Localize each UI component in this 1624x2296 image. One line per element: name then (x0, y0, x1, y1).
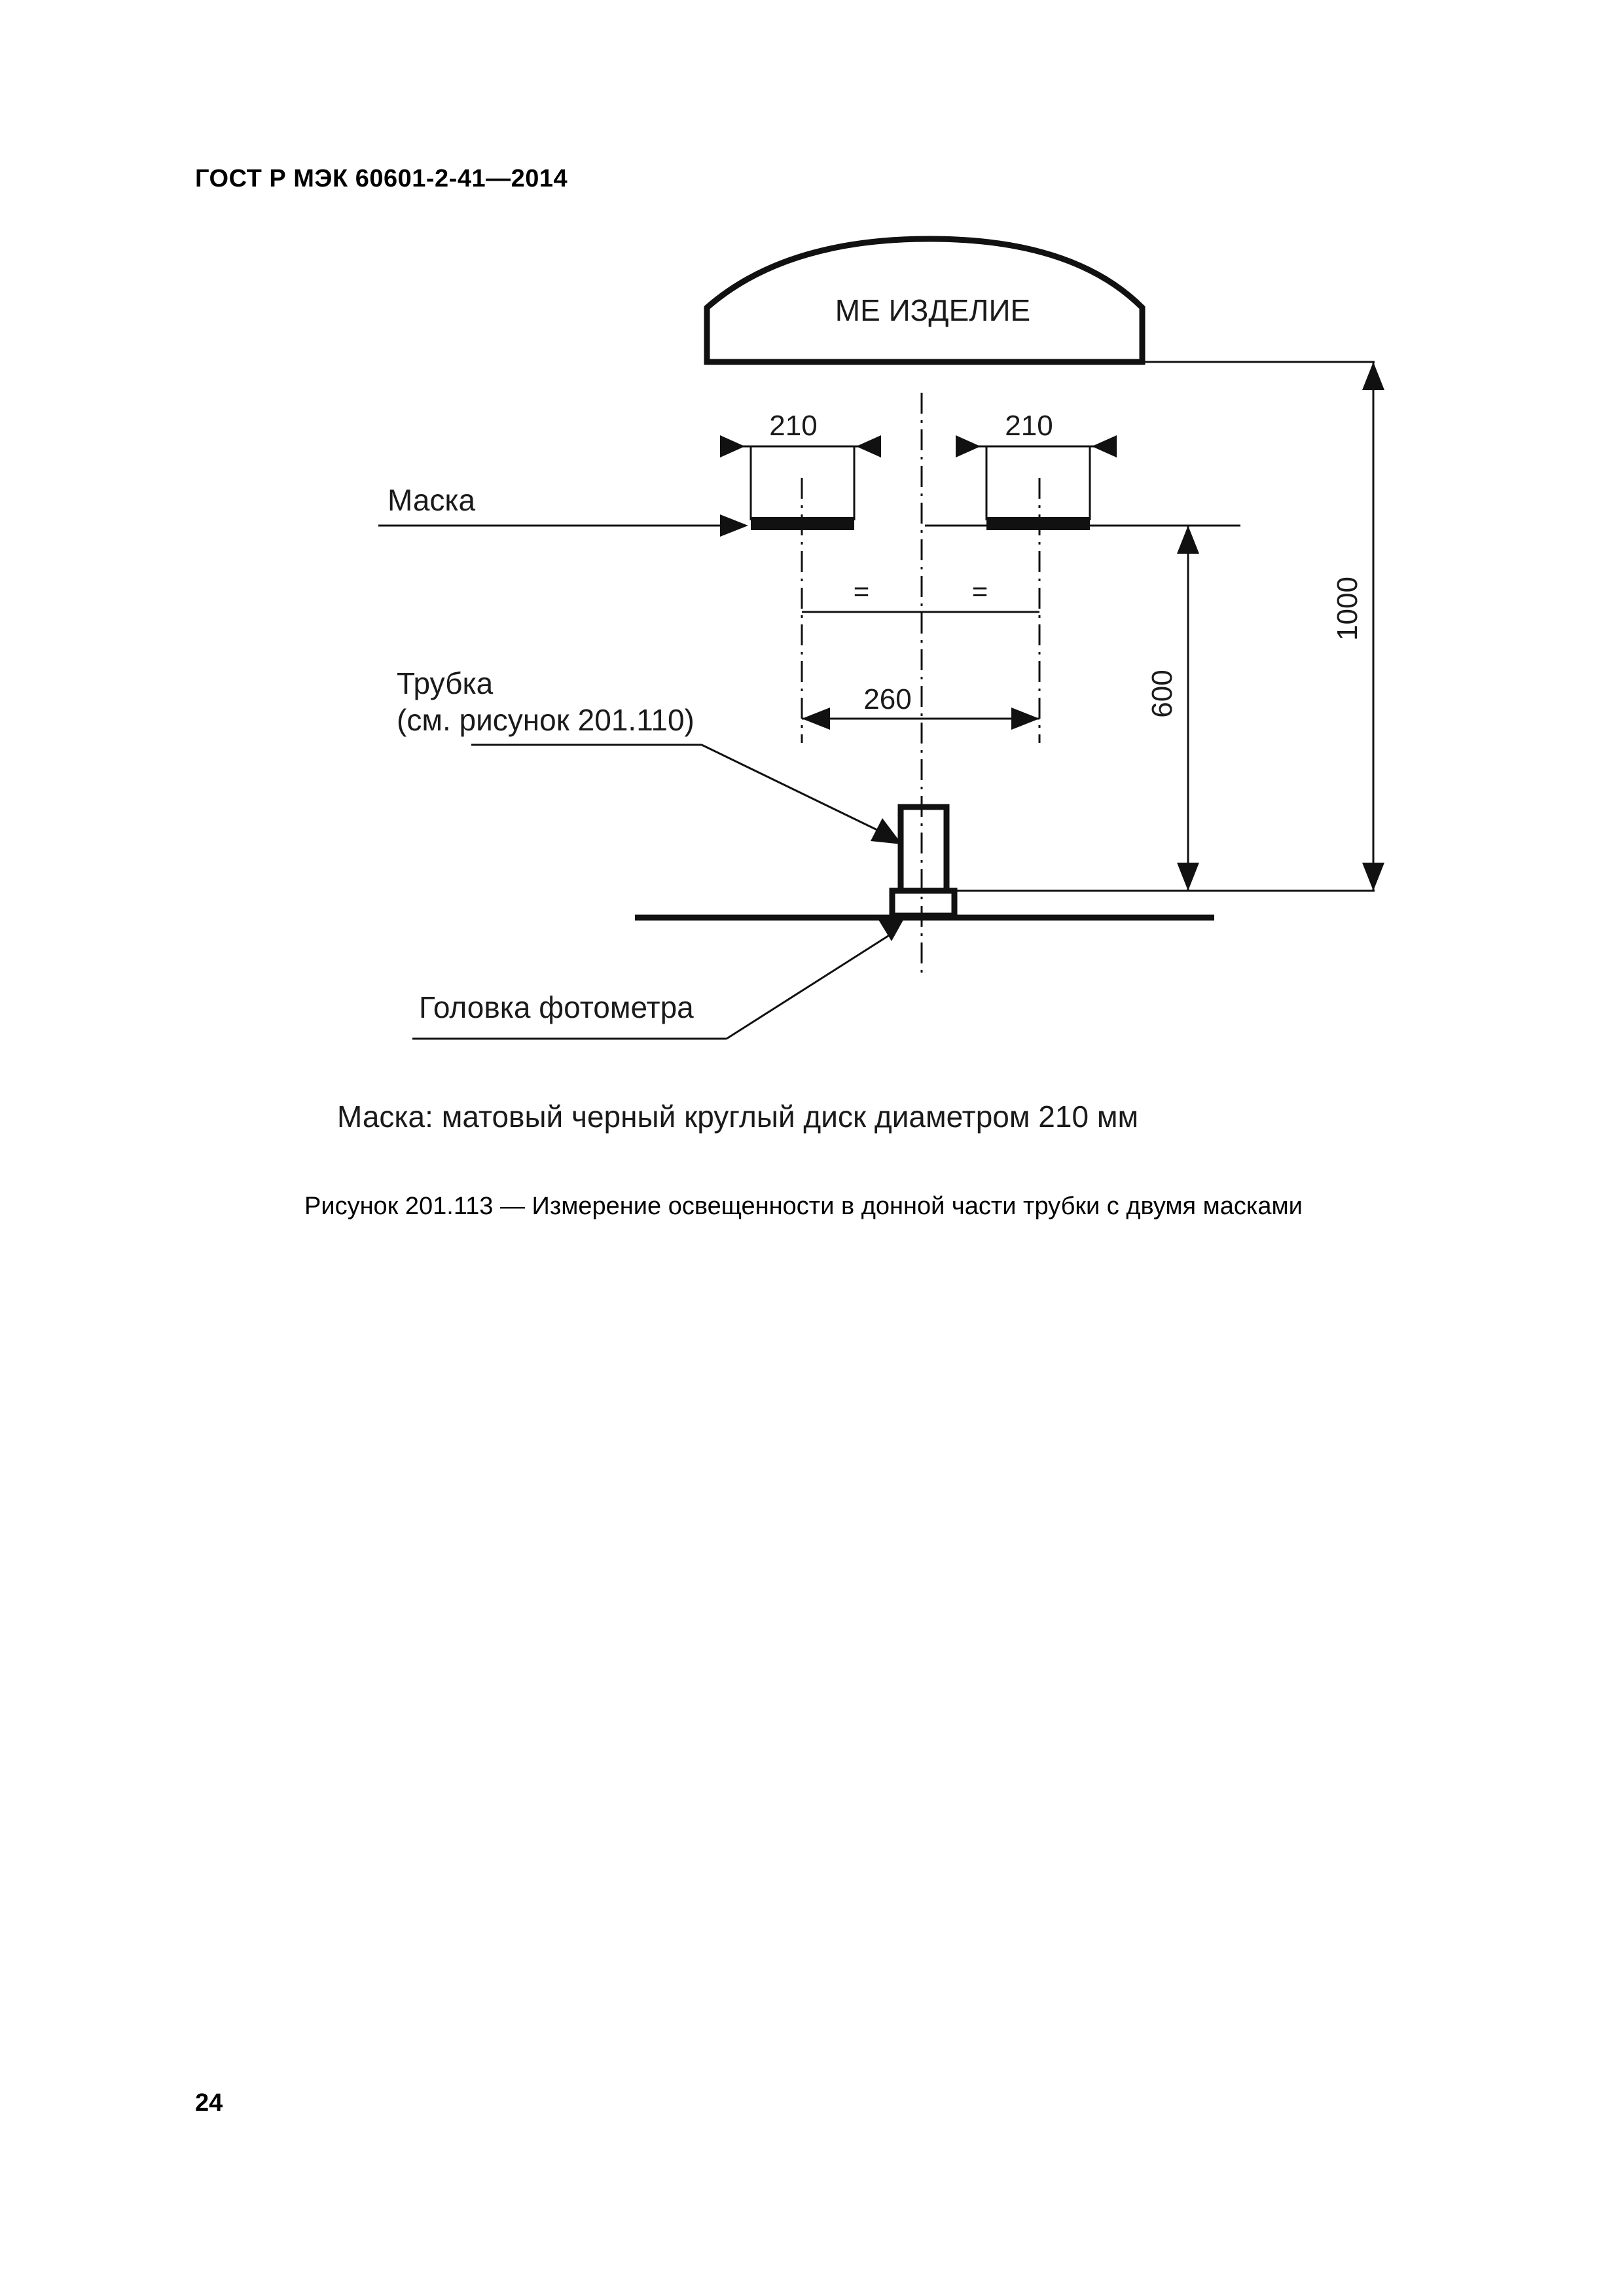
mask-right-dimension: 210 (1005, 410, 1053, 442)
height-600-arrow-top (1177, 526, 1199, 554)
height-1000-dimension: 1000 (1331, 577, 1363, 641)
photometer-leader-line (727, 935, 890, 1039)
height-600-dimension: 600 (1146, 670, 1178, 718)
tube-label-line2: (см. рисунок 201.110) (397, 703, 695, 737)
height-1000-arrow-bottom (1362, 863, 1384, 891)
mask-left-arrow-right (856, 435, 881, 457)
tube-leader-line (702, 745, 877, 830)
figure-caption: Рисунок 201.113 — Измерение освещенности в донной части трубки с двумя масками (304, 1193, 1303, 1220)
photometer-label: Головка фотометра (419, 990, 694, 1024)
product-label: МЕ ИЗДЕЛИЕ (835, 293, 1031, 327)
equal-left-mark: = (853, 576, 870, 607)
mask-left-arrow-left (720, 435, 745, 457)
height-600-arrow-bottom (1177, 863, 1199, 891)
equal-right-mark: = (971, 576, 988, 607)
mask-right-arrow-left (956, 435, 981, 457)
tube-leader-arrow (871, 818, 902, 844)
figure-note: Маска: матовый черный круглый диск диаметром 210 мм (337, 1100, 1139, 1134)
height-1000-arrow-top (1362, 362, 1384, 390)
document-header: ГОСТ Р МЭК 60601-2-41—2014 (195, 165, 568, 192)
spacing-arrow-left (802, 708, 830, 730)
mask-right-arrow-right (1092, 435, 1117, 457)
tube-label-line1: Трубка (397, 666, 494, 700)
photometer-head (892, 891, 954, 916)
mask-label: Маска (388, 483, 476, 517)
spacing-arrow-right (1011, 708, 1039, 730)
mask-right (986, 517, 1090, 530)
spacing-dimension: 260 (863, 683, 912, 715)
mask-leader-arrow (720, 514, 748, 537)
photometer-leader-arrow (877, 918, 905, 941)
page-number: 24 (195, 2089, 223, 2117)
tube (901, 807, 947, 891)
mask-left-dimension: 210 (769, 410, 818, 442)
